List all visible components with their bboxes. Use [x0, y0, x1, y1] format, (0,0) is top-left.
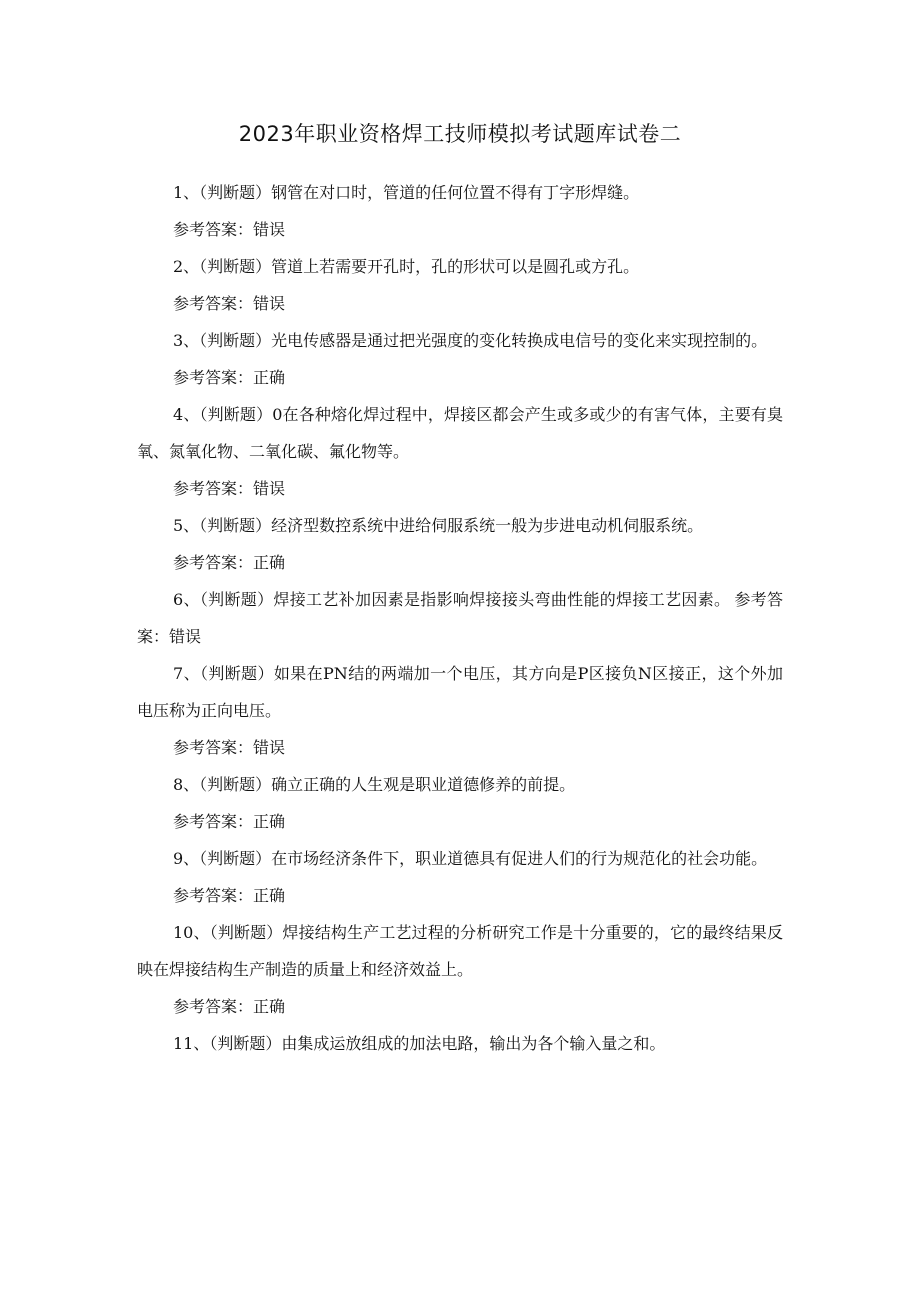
- answer-line: [137, 877, 783, 914]
- question-text: 10、（判断题）焊接结构生产工艺过程的分析研究工作是十分重要的，它的最终结果反映在焊接结构生产制造的质量上和经济效益上。: [137, 923, 783, 979]
- question-text: 3、（判断题）光电传感器是通过把光强度的变化转换成电信号的变化来实现控制的。: [173, 331, 768, 350]
- answer-value: 正确: [253, 886, 286, 905]
- answer-value: 正确: [253, 997, 286, 1016]
- question-text: 7、（判断题）如果在PN结的两端加一个电压，其方向是P区接负N区接正，这个外加电压称为正向电压。: [137, 664, 783, 720]
- question-list: [137, 174, 783, 1062]
- answer-line: [137, 544, 783, 581]
- question-text: 4、（判断题）0在各种熔化焊过程中，焊接区都会产生或多或少的有害气体，主要有臭氧、氮氧化物、二氧化碳、氟化物等。: [137, 405, 783, 461]
- question-text: 6、（判断题）焊接工艺补加因素是指影响焊接接头弯曲性能的焊接工艺因素。: [173, 590, 731, 609]
- question-text: 8、（判断题）确立正确的人生观是职业道德修养的前提。: [173, 775, 576, 794]
- answer-label: 参考答案：: [173, 738, 254, 757]
- answer-label: 参考答案：: [173, 368, 254, 387]
- answer-line: [137, 803, 783, 840]
- answer-value: 错误: [253, 738, 286, 757]
- answer-value: 错误: [253, 479, 286, 498]
- answer-value: 正确: [253, 812, 286, 831]
- answer-label: 参考答案：: [137, 590, 783, 646]
- question-text-with-inline-answer: [137, 581, 783, 655]
- answer-value: 正确: [253, 368, 286, 387]
- answer-label: 参考答案：: [173, 479, 254, 498]
- answer-label: 参考答案：: [173, 812, 254, 831]
- question-text: 5、（判断题）经济型数控系统中进给伺服系统一般为步进电动机伺服系统。: [173, 516, 704, 535]
- answer-value: 错误: [253, 220, 286, 239]
- answer-line: [137, 359, 783, 396]
- answer-label: 参考答案：: [173, 220, 254, 239]
- answer-label: 参考答案：: [173, 294, 254, 313]
- answer-label: 参考答案：: [173, 886, 254, 905]
- question-text: 11、（判断题）由集成运放组成的加法电路，输出为各个输入量之和。: [173, 1034, 666, 1053]
- answer-value: 正确: [253, 553, 286, 572]
- answer-label: 参考答案：: [173, 997, 254, 1016]
- answer-label: 参考答案：: [173, 553, 254, 572]
- question-text: 9、（判断题）在市场经济条件下，职业道德具有促进人们的行为规范化的社会功能。: [173, 849, 768, 868]
- answer-line: [137, 211, 783, 248]
- answer-line: [137, 285, 783, 322]
- answer-line: [137, 470, 783, 507]
- page-title: 2023年职业资格焊工技师模拟考试题库试卷二: [238, 122, 682, 146]
- answer-line: [137, 729, 783, 766]
- answer-value: 错误: [169, 627, 202, 646]
- question-text: 1、（判断题）钢管在对口时，管道的任何位置不得有丁字形焊缝。: [173, 183, 640, 202]
- question-text: 2、（判断题）管道上若需要开孔时，孔的形状可以是圆孔或方孔。: [173, 257, 640, 276]
- answer-line: [137, 988, 783, 1025]
- answer-value: 错误: [253, 294, 286, 313]
